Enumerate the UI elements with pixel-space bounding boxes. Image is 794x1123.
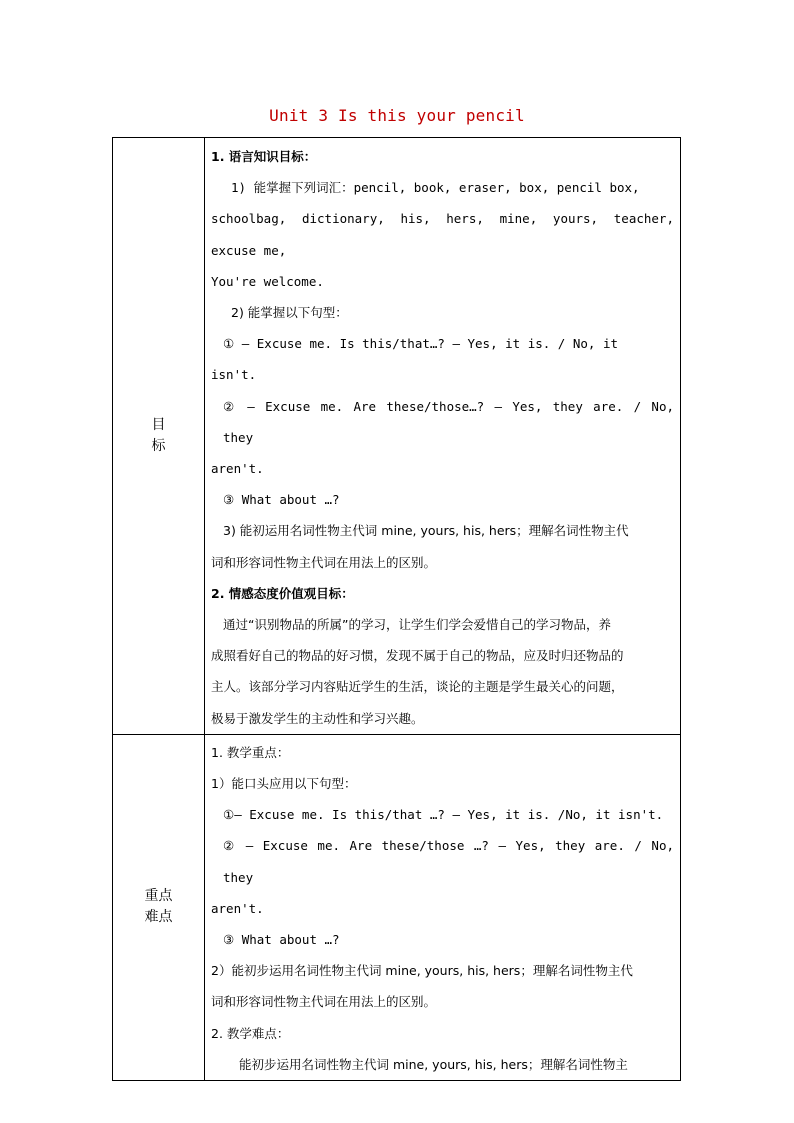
text-line: 2）能初步运用名词性物主代词 mine, yours, his, hers；理解名词性物主代 <box>211 963 633 979</box>
text-line: 主人。该部分学习内容贴近学生的生活，谈论的主题是学生最关心的问题， <box>211 679 624 695</box>
text-line: 词和形容词性物主代词在用法上的区别。 <box>211 554 437 570</box>
text-line: You're welcome. <box>211 273 324 289</box>
text-line: ③ What about …? <box>223 932 340 948</box>
objectives-content <box>205 138 681 735</box>
key-points-content <box>205 734 681 1080</box>
section-heading: 2. 教学难点： <box>211 1025 290 1041</box>
text-line: aren't. <box>211 461 264 477</box>
row-label-line: 难点 <box>144 909 173 926</box>
table-row-key-points <box>113 734 681 1080</box>
text-line: aren't. <box>211 900 264 916</box>
text-line: ③ What about …? <box>223 492 340 508</box>
row-label-objectives <box>113 138 205 735</box>
text-line: ② — Excuse me. Are these/those…? — Yes, they are. / No, they <box>223 398 674 445</box>
document-title: Unit 3 Is this your pencil <box>269 106 525 125</box>
text-line: 能初步运用名词性物主代词 mine, yours, his, hers；理解名词性物主 <box>239 1056 628 1072</box>
row-label-key-points <box>113 734 205 1080</box>
text-line: 词和形容词性物主代词在用法上的区别。 <box>211 994 437 1010</box>
text-line: schoolbag, dictionary, his, hers, mine, yours, teacher, excuse me, <box>211 211 674 258</box>
text-line: isn't. <box>211 367 257 383</box>
text-line: 2) 能掌握以下句型： <box>231 305 348 321</box>
text-line: 通过“识别物品的所属”的学习，让学生们学会爱惜自己的学习物品，养 <box>223 617 611 633</box>
row-label-line: 重点 <box>144 888 173 905</box>
section-heading: 2. 情感态度价值观目标： <box>211 585 354 601</box>
lesson-plan-table <box>112 137 681 1081</box>
text-line: ① — Excuse me. Is this/that…? — Yes, it is. / No, it <box>223 336 619 352</box>
table-row-objectives <box>113 138 681 735</box>
text-line: 极易于激发学生的主动性和学习兴趣。 <box>211 710 424 726</box>
text-line: 成照看好自己的物品的好习惯，发现不属于自己的物品，应及时归还物品的 <box>211 648 624 664</box>
row-label-line: 目 <box>151 416 166 433</box>
text-line: ①— Excuse me. Is this/that …? — Yes, it is. /No, it isn't. <box>223 807 664 823</box>
text-line: 3) 能初运用名词性物主代词 mine, yours, his, hers；理解名词性物主代 <box>223 523 629 539</box>
section-heading: 1. 语言知识目标： <box>211 149 317 164</box>
text-line: 1）能口头应用以下句型： <box>211 776 357 792</box>
section-heading: 1. 教学重点： <box>211 744 290 760</box>
text-line: ② — Excuse me. Are these/those …? — Yes, they are. / No, they <box>223 838 674 885</box>
row-label-line: 标 <box>151 437 166 454</box>
text-line: 1) 能掌握下列词汇：pencil, book, eraser, box, pencil box, <box>231 180 640 196</box>
